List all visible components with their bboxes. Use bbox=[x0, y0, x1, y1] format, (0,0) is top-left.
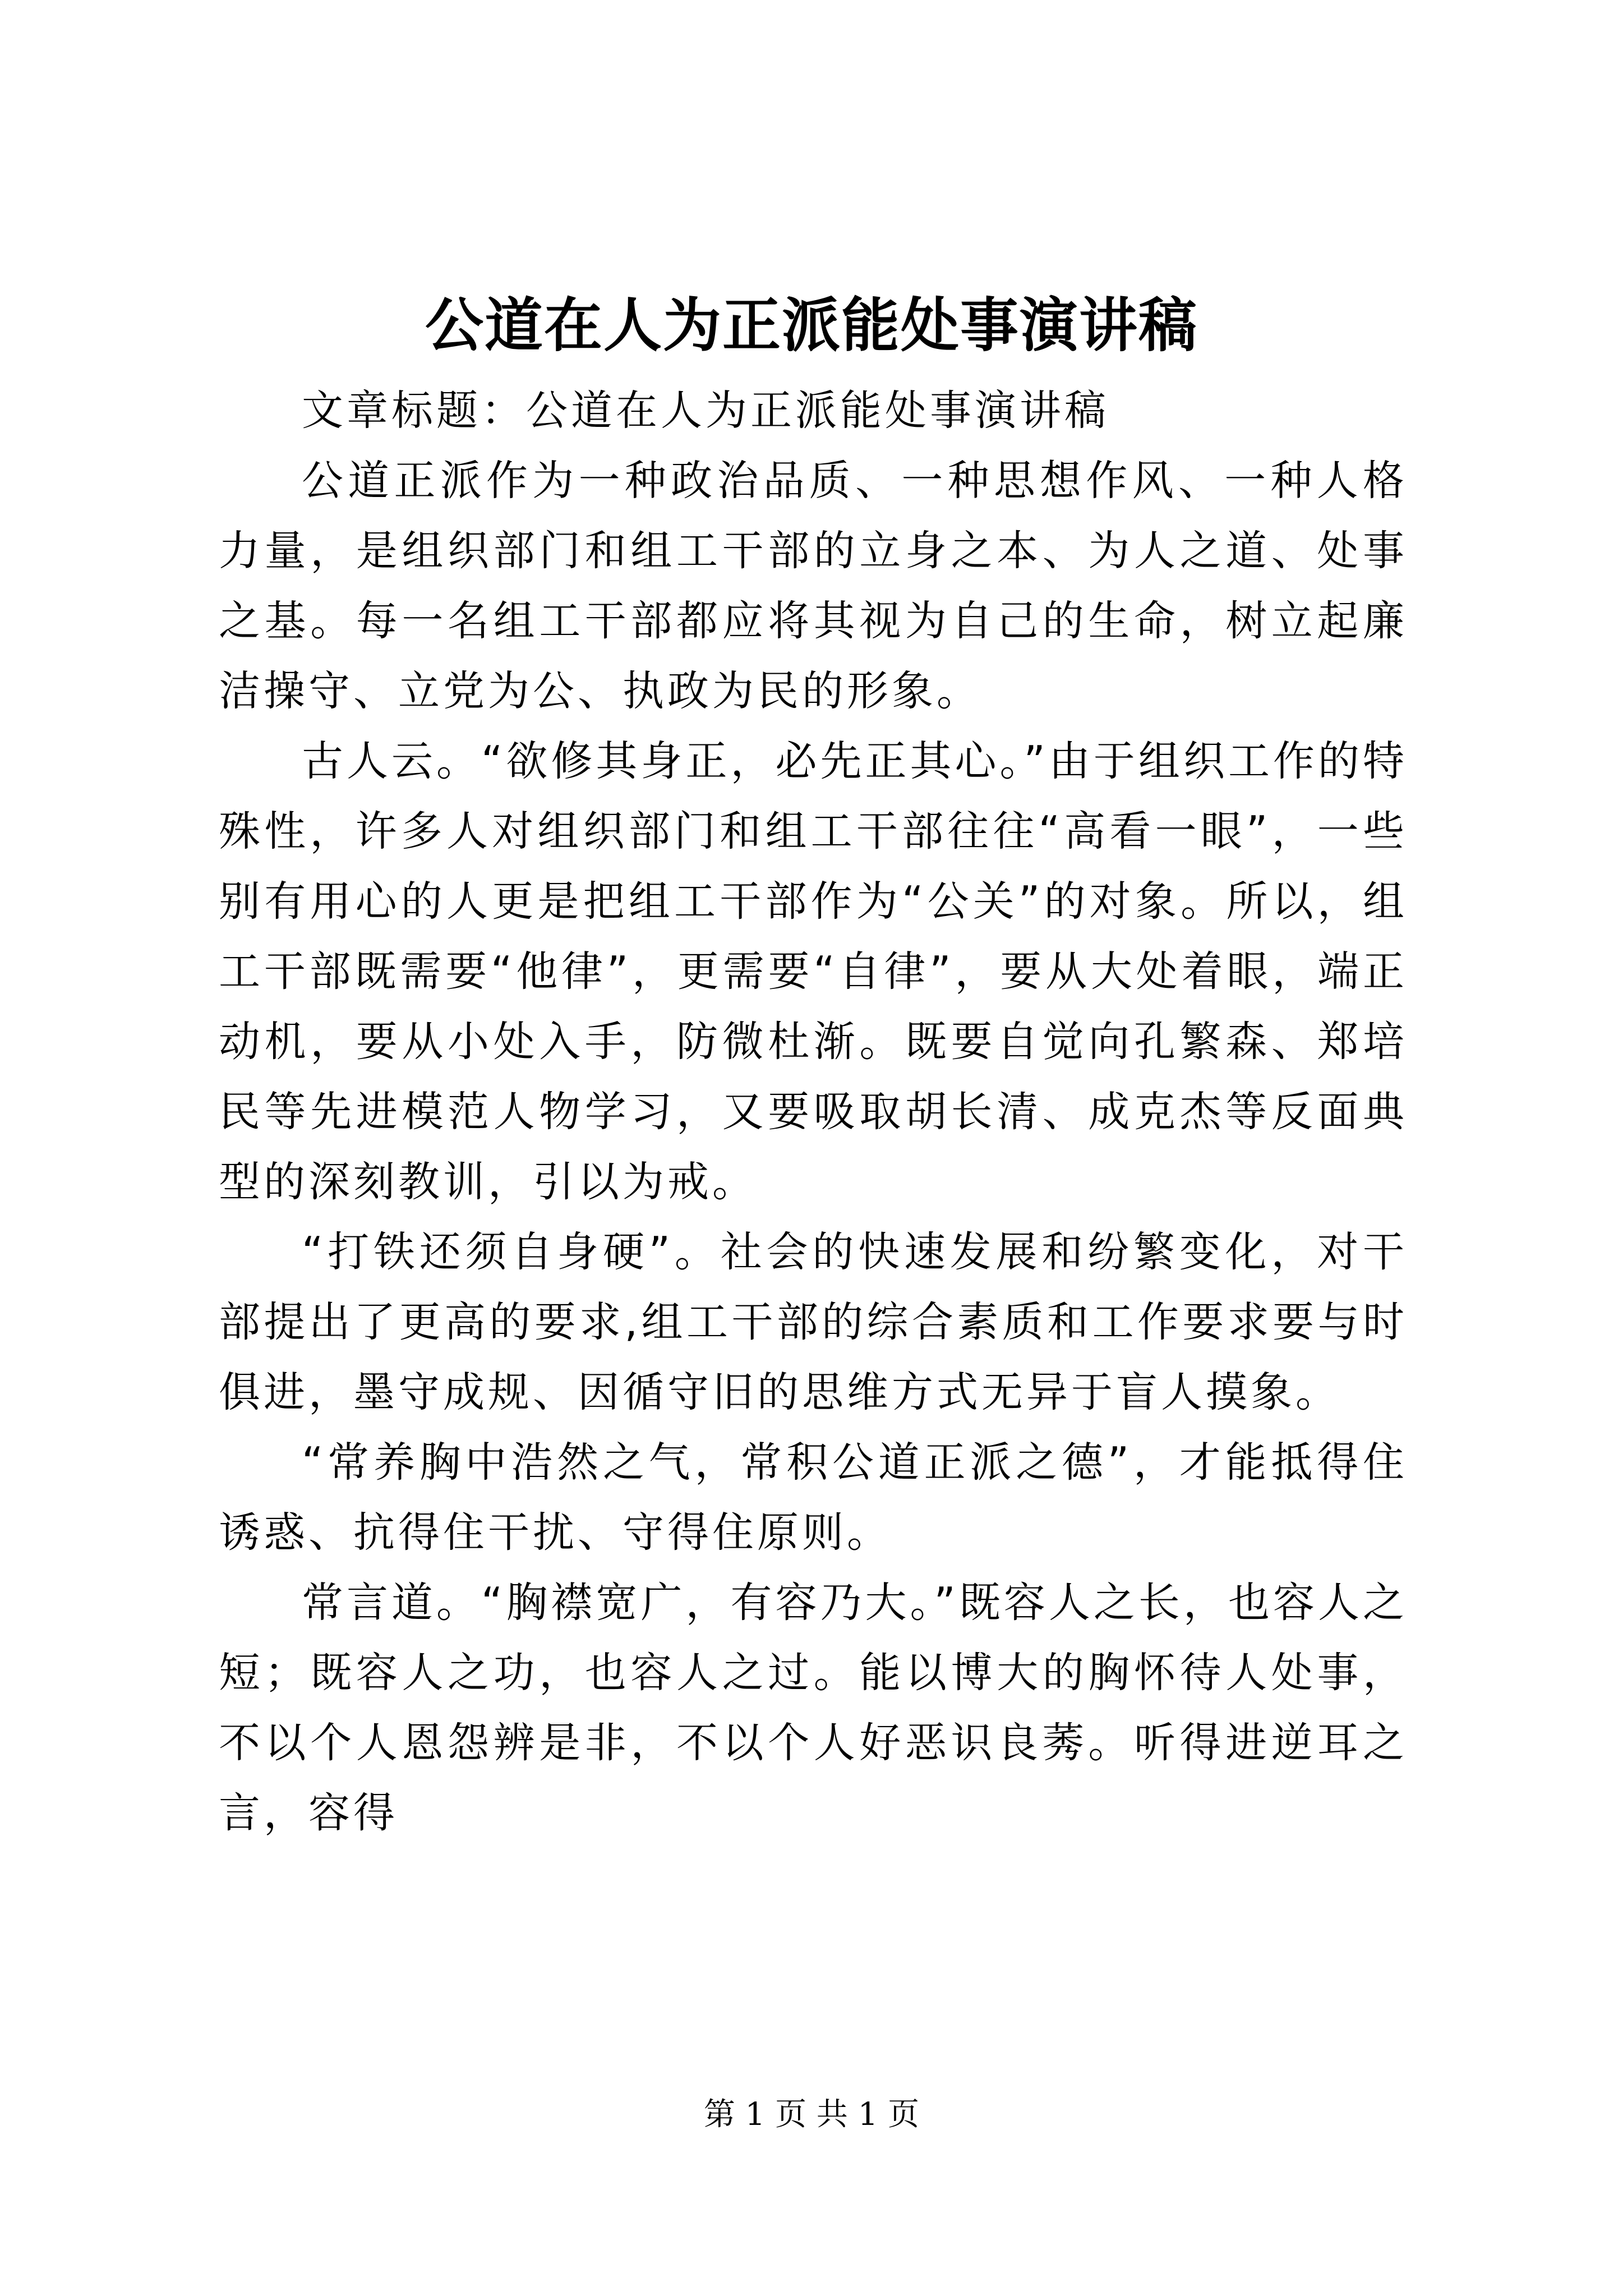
paragraph: 公道正派作为一种政治品质、一种思想作风、一种人格力量，是组织部门和组工干部的立身之本、为人之道、处事之基。每一名组工干部都应将其视为自己的生命，树立起廉洁操守、立党为公、执政为民的形象。 bbox=[219, 457, 1408, 715]
paragraph: 古人云。“欲修其身正，必先正其心。”由于组织工作的特殊性，许多人对组织部门和组工干部往往“高看一眼”，一些别有用心的人更是把组工干部作为“公关”的对象。所以，组工干部既需要“他律”，更需要“自律”，要从大处着眼，端正动机，要从小处入手，防微杜渐。既要自觉向孔繁森、郑培民等先进模范人物学习，又要吸取胡长清、成克杰等反面典型的深刻教训，引以为戒。 bbox=[219, 737, 1408, 1206]
page-footer: 第 1 页 共 1 页 bbox=[703, 2096, 920, 2133]
paragraph-article-title: 文章标题：公道在人为正派能处事演讲稿 bbox=[302, 386, 1109, 435]
paragraph: 常言道。“胸襟宽广，有容乃大。”既容人之长，也容人之短；既容人之功，也容人之过。能以博大的胸怀待人处事，不以个人恩怨辨是非，不以个人好恶识良莠。听得进逆耳之言，容得 bbox=[219, 1579, 1408, 1837]
document-title: 公道在人为正派能处事演讲稿 bbox=[425, 291, 1198, 360]
paragraph: “常养胸中浩然之气，常积公道正派之德”，才能抵得住诱惑、抗得住干扰、守得住原则。 bbox=[219, 1438, 1408, 1557]
paragraph: “打铁还须自身硬”。社会的快速发展和纷繁变化，对干部提出了更高的要求,组工干部的综合素质和工作要求要与时俱进，墨守成规、因循守旧的思维方式无异于盲人摸象。 bbox=[219, 1228, 1408, 1416]
document-body bbox=[219, 376, 1408, 1848]
